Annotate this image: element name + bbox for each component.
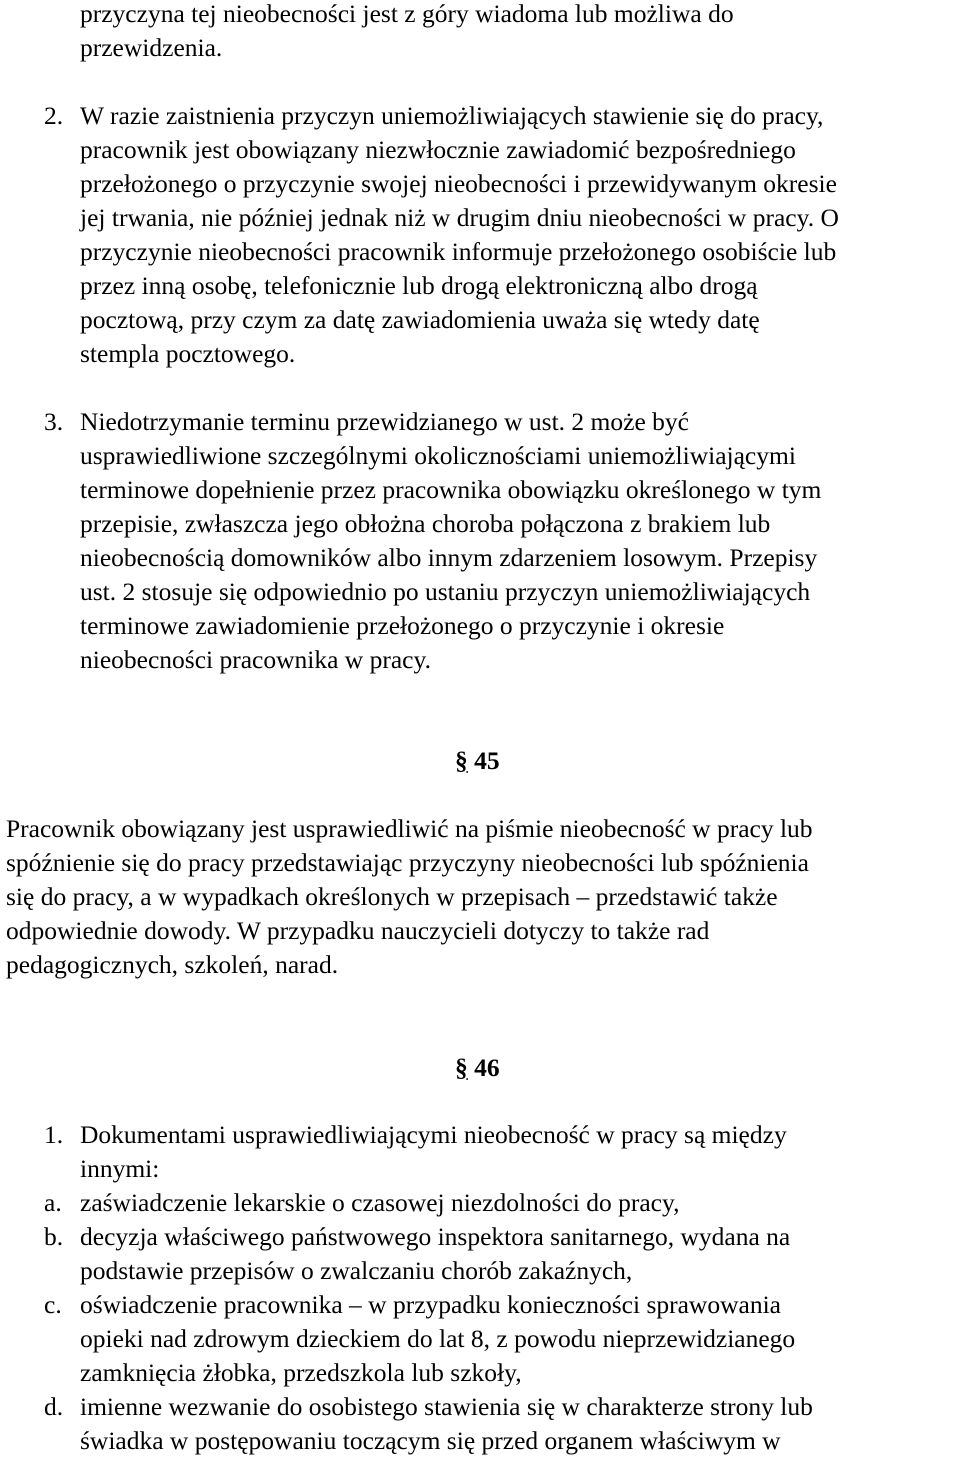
text-line: przełożonego o przyczynie swojej nieobecności i przewidywanym okresie [80, 169, 837, 198]
text-line: zaświadczenie lekarskie o czasowej niezdolności do pracy, [80, 1188, 680, 1217]
text-line: przez inną osobę, telefonicznie lub drogą elektroniczną albo drogą [80, 271, 758, 300]
text-line: zamknięcia żłobka, przedszkola lub szkoły, [80, 1358, 522, 1387]
section-symbol: § [455, 746, 468, 775]
text-line: odpowiednie dowody. W przypadku nauczycieli dotyczy to także rad [6, 916, 710, 945]
text-line: innymi: [80, 1154, 160, 1183]
list-number: 2. [44, 101, 64, 130]
text-line: opieki nad zdrowym dzieckiem do lat 8, z powodu nieprzewidzianego [80, 1324, 796, 1353]
text-line: Niedotrzymanie terminu przewidzianego w ust. 2 może być [80, 407, 689, 436]
text-line: decyzja właściwego państwowego inspektora sanitarnego, wydana na [80, 1222, 791, 1251]
text-line: przepisie, zwłaszcza jego obłożna choroba połączona z brakiem lub [80, 509, 771, 538]
text-line: oświadczenie pracownika – w przypadku konieczności sprawowania [80, 1290, 781, 1319]
text-line: przyczynie nieobecności pracownik informuje przełożonego osobiście lub [80, 237, 837, 266]
text-line: ust. 2 stosuje się odpowiednio po ustaniu przyczyn uniemożliwiających [80, 577, 811, 606]
list-letter: d. [44, 1392, 64, 1421]
list-number: 3. [44, 407, 64, 436]
text-line: terminowe dopełnienie przez pracownika obowiązku określonego w tym [80, 475, 822, 504]
text-line: świadka w postępowaniu toczącym się przed organem właściwym w [80, 1426, 781, 1455]
text-line: terminowe zawiadomienie przełożonego o przyczynie i okresie [80, 611, 725, 640]
text-line: pedagogicznych, szkoleń, narad. [6, 950, 339, 979]
text-line: pracownik jest obowiązany niezwłocznie zawiadomić bezpośredniego [80, 135, 796, 164]
section-number: 45 [474, 746, 500, 775]
text-line: imienne wezwanie do osobistego stawienia się w charakterze strony lub [80, 1392, 813, 1421]
section-heading-46 [455, 1051, 500, 1085]
text-line: usprawiedliwione szczególnymi okolicznościami uniemożliwiającymi [80, 441, 796, 470]
text-line: spóźnienie się do pracy przedstawiając przyczyny nieobecności lub spóźnienia [6, 848, 809, 877]
text-line: Pracownik obowiązany jest usprawiedliwić na piśmie nieobecność w pracy lub [6, 814, 813, 843]
section-number: 46 [474, 1053, 500, 1082]
text-line: jej trwania, nie później jednak niż w drugim dniu nieobecności w pracy. O [80, 203, 839, 232]
text-line: Dokumentami usprawiedliwiającymi nieobecność w pracy są między [80, 1120, 787, 1149]
text-line: W razie zaistnienia przyczyn uniemożliwiających stawienie się do pracy, [80, 101, 824, 130]
text-line: przyczyna tej nieobecności jest z góry wiadoma lub możliwa do [80, 0, 734, 28]
text-line: nieobecności pracownika w pracy. [80, 645, 431, 674]
list-letter: c. [44, 1290, 62, 1319]
text-line: przewidzenia. [80, 33, 223, 62]
section-symbol: § [455, 1053, 468, 1082]
text-line: nieobecnością domowników albo innym zdarzeniem losowym. Przepisy [80, 543, 818, 572]
text-line: podstawie przepisów o zwalczaniu chorób zakaźnych, [80, 1256, 633, 1285]
section-heading-45 [455, 744, 500, 778]
list-letter: a. [44, 1188, 62, 1217]
list-number: 1. [44, 1120, 64, 1149]
list-letter: b. [44, 1222, 64, 1251]
text-line: się do pracy, a w wypadkach określonych w przepisach – przedstawić także [6, 882, 778, 911]
text-line: stempla pocztowego. [80, 339, 296, 368]
text-line: pocztową, przy czym za datę zawiadomienia uważa się wtedy datę [80, 305, 760, 334]
